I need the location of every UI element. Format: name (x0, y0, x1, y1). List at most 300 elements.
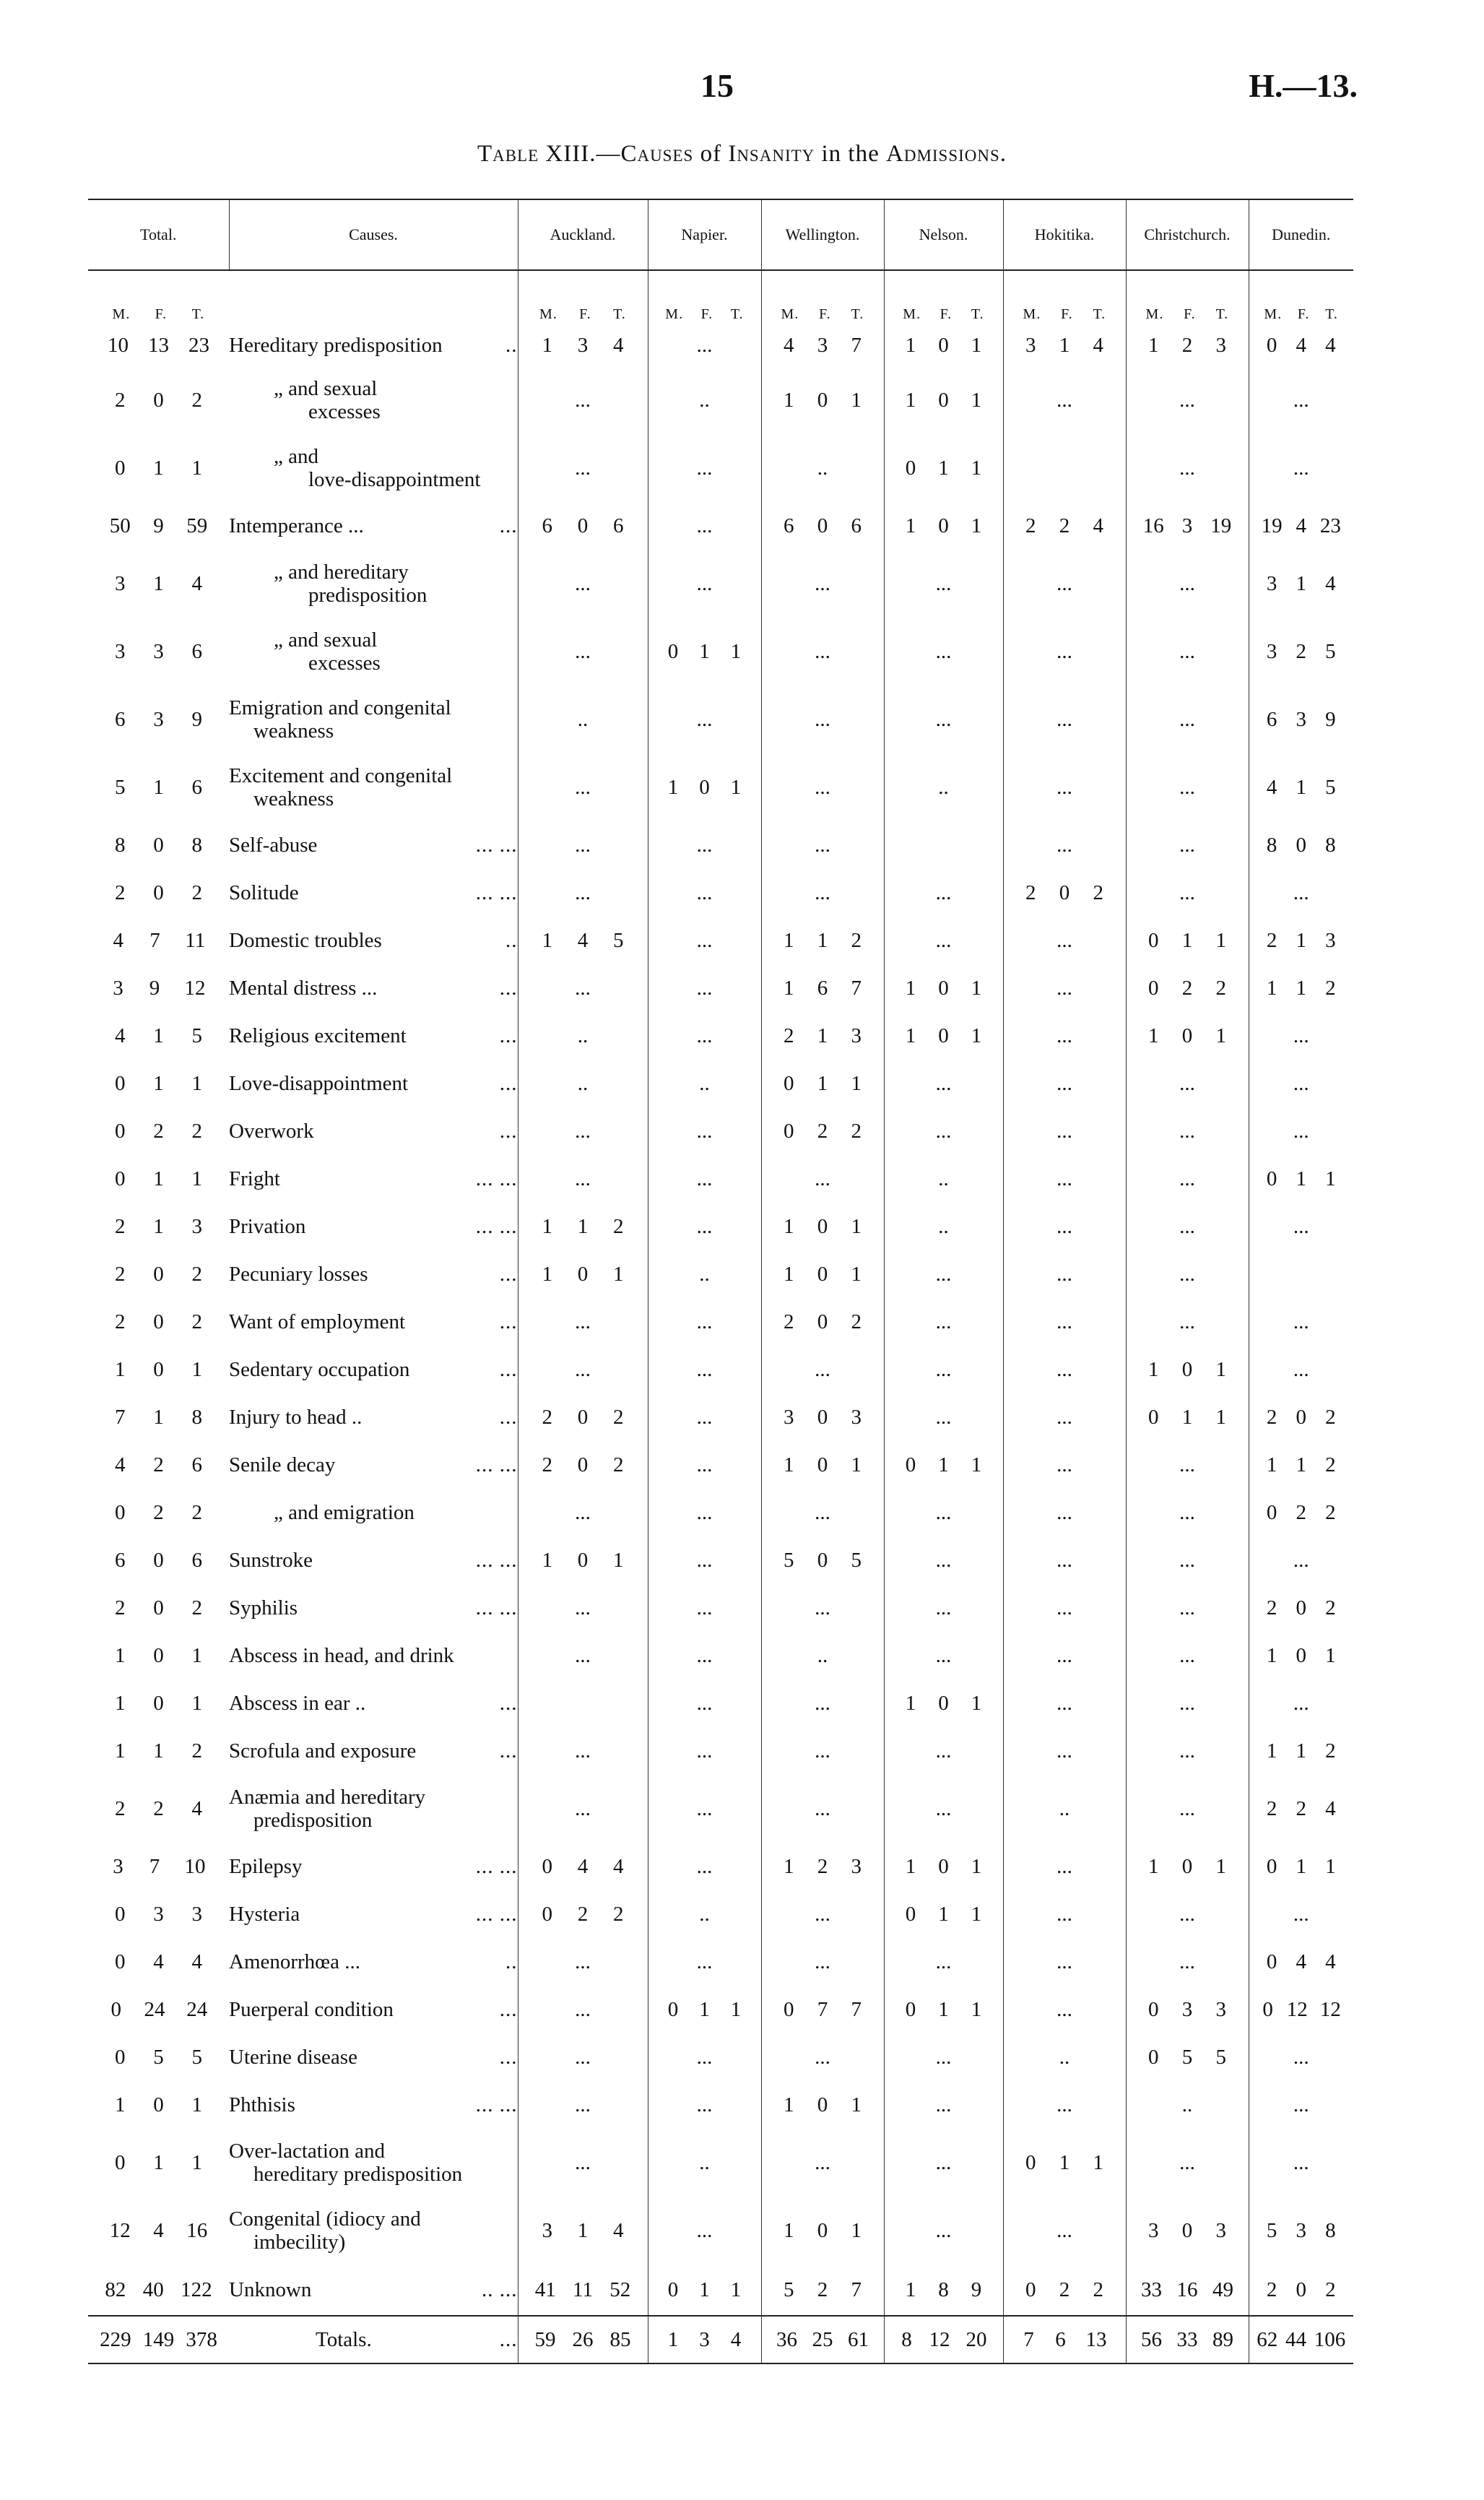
cause-line (229, 2046, 518, 2069)
total-cell-value: 2 (191, 881, 202, 904)
hokitika-cell-value: ... (1056, 2093, 1072, 2116)
dunedin-cell (1249, 434, 1353, 502)
nelson-cell-value: 1 (971, 456, 982, 480)
dunedin-cell-values (1249, 881, 1354, 905)
christchurch-cell-values (1127, 640, 1249, 664)
nelson-cell-value: 1 (971, 1854, 982, 1878)
auckland-cell-value: .. (577, 1024, 589, 1047)
christchurch-cell-value: ... (1179, 571, 1195, 595)
christchurch-cell-values (1127, 708, 1249, 732)
nelson-cell (884, 1938, 1003, 1986)
nelson-cell (884, 1536, 1003, 1584)
nelson-cell-value: 1 (938, 1902, 949, 1926)
wellington-cell-values (762, 1644, 884, 1668)
wellington-cell-value: 1 (817, 1024, 828, 1047)
table-row (88, 1012, 1353, 1060)
cause-label: Syphilis (229, 1596, 298, 1619)
hokitika-cell-value: ... (1056, 2218, 1072, 2242)
christchurch-cell-value: ... (1179, 1691, 1195, 1715)
cause-line (229, 1739, 518, 1762)
hokitika-cell (1003, 366, 1126, 434)
cause-label: Congenital (idiocy and (229, 2207, 421, 2231)
total-cell (88, 2033, 229, 2081)
napier-cell-values (648, 1453, 761, 1477)
nelson-cell-value: 0 (938, 388, 949, 412)
auckland-cell-values (518, 1453, 648, 1477)
wellington-cell-value: 7 (851, 976, 862, 1000)
hokitika-cell-values (1004, 514, 1126, 538)
hokitika-cell-value: 0 (1025, 2150, 1036, 2174)
hokitika-cell-value: ... (1056, 1950, 1072, 1973)
total-cell-value: 40 (142, 2278, 164, 2301)
hokitika-cell-value: 2 (1093, 2278, 1103, 2301)
christchurch-cell-value: 0 (1148, 1997, 1159, 2021)
mft-label: T. (851, 306, 864, 322)
wellington-cell-value: 0 (784, 1119, 794, 1143)
total-cell-value: 9 (149, 976, 160, 1000)
total-cell-value: 6 (115, 1548, 126, 1572)
cause-cell (229, 1584, 518, 1632)
hokitika-cell-values (1004, 977, 1126, 1000)
mft-label: F. (819, 306, 831, 322)
mft-labels (1249, 306, 1354, 323)
cause-cell (229, 1012, 518, 1060)
napier-cell-value: .. (699, 1071, 710, 1095)
nelson-cell-values (885, 1903, 1003, 1926)
napier-cell (648, 1843, 761, 1890)
nelson-cell-value: 0 (938, 1691, 949, 1715)
auckland-cell-values (518, 1797, 648, 1821)
dunedin-cell-value: 0 (1266, 333, 1277, 357)
nelson-cell-values (885, 1644, 1003, 1668)
hokitika-cell (1003, 1536, 1126, 1584)
cause-label-continued: predisposition (308, 584, 428, 607)
cause-label: Overwork (229, 1120, 314, 1143)
auckland-cell-value: 0 (542, 1854, 552, 1878)
cause-label: Pecuniary losses (229, 1263, 368, 1286)
auckland-cell (518, 2033, 648, 2081)
wellington-cell-values (762, 1692, 884, 1716)
christchurch-cell (1126, 821, 1249, 869)
cause-label: „ and hereditary (274, 561, 409, 584)
cause-line (229, 2140, 518, 2163)
cause-cell (229, 2033, 518, 2081)
napier-cell (648, 1986, 761, 2033)
nelson-cell-value: ... (935, 1548, 952, 1572)
napier-cell-values (648, 1797, 761, 1821)
cause-cell (229, 1632, 518, 1679)
napier-cell-value: ... (696, 976, 713, 1000)
christchurch-cell-values (1127, 334, 1249, 358)
total-cell-value: 122 (181, 2278, 212, 2301)
wellington-cell-values (762, 457, 884, 480)
napier-cell-value: ... (696, 881, 713, 904)
total-cell-value: 0 (153, 2093, 164, 2116)
total-cell (88, 618, 229, 685)
hokitika-cell-values (1004, 1596, 1126, 1620)
auckland-cell-values (518, 2093, 648, 2117)
hokitika-cell (1003, 964, 1126, 1012)
napier-cell (648, 753, 761, 821)
table-row (88, 434, 1353, 502)
total-cell-values (88, 1453, 229, 1477)
dunedin-cell-value: ... (1293, 388, 1309, 412)
dunedin-total-cell-value: 62 (1257, 2327, 1278, 2351)
nelson-cell-values (885, 1167, 1003, 1191)
nelson-total-cell (884, 2316, 1003, 2363)
total-cell-value: 4 (153, 1950, 164, 1973)
auckland-cell-values (518, 1310, 648, 1334)
dunedin-cell-value: 9 (1325, 707, 1336, 731)
christchurch-cell (1126, 1890, 1249, 1938)
hokitika-cell (1003, 2081, 1126, 2129)
total-cell (88, 1679, 229, 1727)
auckland-cell-value: ... (575, 1643, 591, 1667)
hokitika-cell-values (1004, 776, 1126, 800)
nelson-cell (884, 1107, 1003, 1155)
total-cell-value: 1 (153, 1405, 164, 1429)
christchurch-cell-value: 5 (1181, 2045, 1193, 2069)
total-cell-value: 2 (115, 1214, 126, 1238)
nelson-cell (884, 685, 1003, 753)
total-cell-values (88, 1998, 229, 2022)
auckland-cell-value: ... (575, 881, 591, 904)
dunedin-cell-values (1249, 514, 1354, 538)
total-cell (88, 964, 229, 1012)
christchurch-cell-values (1127, 2151, 1249, 2175)
auckland-cell-value: ... (575, 1997, 591, 2021)
nelson-cell-values (885, 1263, 1003, 1286)
christchurch-cell-value: 19 (1210, 514, 1232, 537)
auckland-cell-value: 1 (577, 1214, 589, 1238)
mft-label-cell (761, 270, 884, 324)
napier-cell-value: ... (696, 1643, 713, 1667)
total-cell (88, 1203, 229, 1250)
dunedin-cell-values (1249, 1310, 1354, 1334)
wellington-cell (761, 1012, 884, 1060)
dunedin-cell-values (1249, 2219, 1354, 2243)
total-cell-value: 1 (115, 1739, 126, 1762)
auckland-cell (518, 1679, 648, 1727)
total-cell (88, 1632, 229, 1679)
cause-line (229, 1903, 518, 1926)
mft-label: F. (940, 306, 953, 322)
napier-cell (648, 917, 761, 964)
mft-label-cell (884, 270, 1003, 324)
wellington-cell-value: 3 (851, 1854, 862, 1878)
table-row (88, 2197, 1353, 2265)
wellington-cell (761, 1632, 884, 1679)
hokitika-cell (1003, 1298, 1126, 1346)
table-row (88, 1250, 1353, 1298)
napier-total-cell (648, 2316, 761, 2363)
total-cell-value: 0 (153, 1262, 164, 1286)
total-cell-value: 2 (115, 1596, 126, 1619)
wellington-cell-values (762, 1453, 884, 1477)
auckland-cell-value: 3 (577, 333, 589, 357)
wellington-cell-value: 1 (817, 928, 828, 952)
hokitika-cell-value: ... (1056, 707, 1072, 731)
christchurch-cell-value: 3 (1215, 1997, 1226, 2021)
hokitika-cell-value: ... (1056, 571, 1072, 595)
auckland-cell (518, 1986, 648, 2033)
wellington-cell (761, 1203, 884, 1250)
auckland-cell-value: 1 (613, 1548, 624, 1572)
hokitika-cell-values (1004, 834, 1126, 857)
dunedin-cell (1249, 1843, 1353, 1890)
total-cell (88, 2265, 229, 2316)
mft-label: T. (191, 306, 205, 322)
dunedin-cell (1249, 1441, 1353, 1489)
total-cell-values (88, 1855, 229, 1879)
title-dash: — (596, 141, 621, 167)
wellington-cell-value: 1 (784, 2218, 794, 2242)
cause-cell (229, 1536, 518, 1584)
christchurch-cell-value: 1 (1215, 1024, 1226, 1047)
table-row (88, 753, 1353, 821)
title-admissions: Admissions. (886, 141, 1007, 167)
christchurch-cell-value: 3 (1148, 2218, 1159, 2242)
wellington-cell-value: ... (815, 1950, 830, 1973)
total-cell-value: 0 (115, 1119, 126, 1143)
hokitika-cell-values (1004, 1549, 1126, 1573)
total-cell-values (88, 1120, 229, 1143)
dunedin-cell-value: 3 (1325, 928, 1336, 952)
nelson-cell-values (885, 1072, 1003, 1096)
auckland-cell (518, 869, 648, 917)
christchurch-cell-value: 1 (1148, 1357, 1159, 1381)
total-cell-values (88, 929, 229, 953)
auckland-cell-value: 2 (613, 1214, 624, 1238)
cause-line (229, 334, 518, 357)
auckland-cell-values (518, 457, 648, 480)
dunedin-cell (1249, 1536, 1353, 1584)
total-cell-value: 1 (191, 2150, 202, 2174)
auckland-cell-values (518, 2278, 648, 2302)
nelson-cell-value: 1 (905, 1691, 916, 1715)
cause-cell (229, 1843, 518, 1890)
christchurch-cell-values (1127, 1596, 1249, 1620)
auckland-cell (518, 1441, 648, 1489)
total-cell-value: 3 (113, 1854, 123, 1878)
dunedin-cell-value: 0 (1266, 1167, 1277, 1190)
dunedin-cell-values (1249, 1855, 1354, 1879)
total-cell-value: 13 (148, 333, 169, 357)
wellington-cell-values (762, 2093, 884, 2117)
cause-label-continued: love-disappointment (308, 468, 481, 491)
christchurch-cell (1126, 753, 1249, 821)
napier-cell-values (648, 2046, 761, 2069)
mft-label: F. (155, 306, 168, 322)
dunedin-cell-value: 8 (1325, 833, 1336, 857)
auckland-cell (518, 2081, 648, 2129)
cause-cell (229, 1489, 518, 1536)
wellington-cell-values (762, 334, 884, 358)
wellington-cell-values (762, 1501, 884, 1525)
total-cell-values (88, 2046, 229, 2069)
auckland-cell-value: 0 (577, 1548, 589, 1572)
christchurch-cell-value: ... (1179, 1500, 1195, 1524)
wellington-cell (761, 1890, 884, 1938)
nelson-cell-value: ... (935, 1262, 952, 1286)
total-cell-values (88, 1072, 229, 1096)
total-cell-value: 0 (110, 1997, 121, 2021)
cause-label: Intemperance ... (229, 514, 364, 537)
total-cell-value: 0 (153, 1596, 164, 1619)
total-cell-value: 0 (153, 1357, 164, 1381)
auckland-cell (518, 1393, 648, 1441)
dunedin-cell (1249, 1632, 1353, 1679)
christchurch-cell-values (1127, 1549, 1249, 1573)
christchurch-cell (1126, 1060, 1249, 1107)
leader-dots: ... ... (475, 2093, 518, 2116)
napier-cell-values (648, 1501, 761, 1525)
cause-label-continued: hereditary predisposition (253, 2163, 463, 2186)
wellington-cell-value: 1 (784, 1214, 794, 1238)
total-cell (88, 1012, 229, 1060)
wellington-cell-values (762, 1596, 884, 1620)
cause-line (229, 1501, 518, 1524)
dunedin-cell-values (1249, 1692, 1354, 1716)
table-row (88, 1060, 1353, 1107)
wellington-cell-value: ... (815, 1739, 830, 1762)
table-row (88, 1346, 1353, 1393)
total-cell (88, 1536, 229, 1584)
napier-cell-values (648, 834, 761, 857)
hokitika-cell-value: ... (1056, 1691, 1072, 1715)
wellington-cell (761, 1298, 884, 1346)
total-cell-values (88, 2219, 229, 2243)
total-cell (88, 1584, 229, 1632)
cause-cell (229, 366, 518, 434)
mft-label: T. (1093, 306, 1106, 322)
dunedin-cell-value: 0 (1296, 1596, 1306, 1619)
mft-label: M. (112, 306, 131, 322)
total-cell-value: 0 (153, 881, 164, 904)
cause-line (229, 2207, 518, 2231)
christchurch-cell-value: 0 (1181, 2218, 1193, 2242)
nelson-cell-values (885, 1453, 1003, 1477)
total-cell (88, 1107, 229, 1155)
auckland-cell-values (518, 1950, 648, 1974)
napier-cell-value: ... (696, 514, 713, 537)
nelson-cell-values (885, 2046, 1003, 2069)
dunedin-cell (1249, 685, 1353, 753)
nelson-cell-values (885, 457, 1003, 480)
header-napier: Napier. (648, 199, 761, 270)
christchurch-cell (1126, 618, 1249, 685)
cause-cell (229, 1203, 518, 1250)
dunedin-cell (1249, 1060, 1353, 1107)
napier-cell (648, 1155, 761, 1203)
napier-cell (648, 2033, 761, 2081)
total-cell-value: 1 (191, 1643, 202, 1667)
christchurch-cell (1126, 1441, 1249, 1489)
mft-label: T. (613, 306, 626, 322)
dunedin-cell-value: 0 (1296, 1405, 1306, 1429)
dunedin-cell-values (1249, 389, 1354, 412)
cause-label: Sunstroke (229, 1549, 313, 1572)
hokitika-cell (1003, 685, 1126, 753)
dunedin-cell-value: ... (1293, 1024, 1309, 1047)
nelson-cell-value: ... (935, 2150, 952, 2174)
auckland-cell (518, 2265, 648, 2316)
nelson-cell-value: 1 (905, 333, 916, 357)
mft-label: M. (665, 306, 684, 322)
nelson-cell-value: ... (935, 881, 952, 904)
wellington-cell-value: 2 (817, 1119, 828, 1143)
auckland-total-cell-value: 26 (572, 2327, 594, 2351)
cause-cell (229, 1938, 518, 1986)
total-cell-value: 24 (144, 1997, 165, 2021)
wellington-cell-value: 6 (817, 976, 828, 1000)
nelson-cell (884, 1584, 1003, 1632)
christchurch-cell-values (1127, 2093, 1249, 2117)
christchurch-cell-value: ... (1179, 1950, 1195, 1973)
auckland-cell (518, 1203, 648, 1250)
wellington-cell (761, 1441, 884, 1489)
total-cell-value: 1 (153, 1739, 164, 1762)
christchurch-cell-values (1127, 1215, 1249, 1239)
table-row (88, 1679, 1353, 1727)
total-cell-values (88, 2278, 229, 2302)
cause-line (229, 628, 518, 652)
wellington-cell (761, 869, 884, 917)
total-cell-value: 1 (153, 1024, 164, 1047)
wellington-cell-value: 0 (817, 1548, 828, 1572)
header-hokitika: Hokitika. (1003, 199, 1126, 270)
total-cell-value: 0 (115, 456, 126, 480)
hokitika-total-cell (1003, 2316, 1126, 2363)
cause-label-continued: weakness (253, 719, 334, 743)
napier-cell (648, 1393, 761, 1441)
christchurch-cell-value: ... (1179, 1796, 1195, 1820)
christchurch-total-cell-value: 56 (1141, 2327, 1162, 2351)
auckland-cell (518, 1843, 648, 1890)
dunedin-cell (1249, 1938, 1353, 1986)
total-cell-value: 4 (153, 2218, 164, 2242)
total-cell (88, 2081, 229, 2129)
napier-cell-values (648, 2219, 761, 2243)
christchurch-cell-value: 0 (1181, 1024, 1193, 1047)
title-in-the: in the (821, 141, 880, 167)
nelson-cell (884, 502, 1003, 550)
hokitika-cell-value: ... (1056, 639, 1072, 663)
cause-label: Anæmia and hereditary (229, 1786, 426, 1809)
christchurch-cell (1126, 1727, 1249, 1775)
hokitika-cell (1003, 1012, 1126, 1060)
total-cell-value: 7 (149, 1854, 160, 1878)
napier-cell-value: ... (696, 1500, 713, 1524)
christchurch-cell-value: 16 (1176, 2278, 1198, 2301)
nelson-cell (884, 1298, 1003, 1346)
napier-cell-value: ... (696, 1310, 713, 1333)
wellington-cell-values (762, 1998, 884, 2022)
total-cell (88, 869, 229, 917)
christchurch-cell-value: 5 (1215, 2045, 1226, 2069)
hokitika-cell-value: 2 (1025, 881, 1036, 904)
nelson-cell-value: 1 (971, 976, 982, 1000)
nelson-cell (884, 1775, 1003, 1843)
dunedin-cell-value: 0 (1262, 1997, 1273, 2021)
wellington-cell-value: ... (815, 1902, 830, 1926)
dunedin-cell (1249, 1775, 1353, 1843)
christchurch-cell-values (1127, 1903, 1249, 1926)
nelson-cell-value: 0 (905, 1902, 916, 1926)
dunedin-cell-value: 4 (1325, 333, 1336, 357)
total-cell-value: 23 (188, 333, 209, 357)
cause-cell (229, 869, 518, 917)
